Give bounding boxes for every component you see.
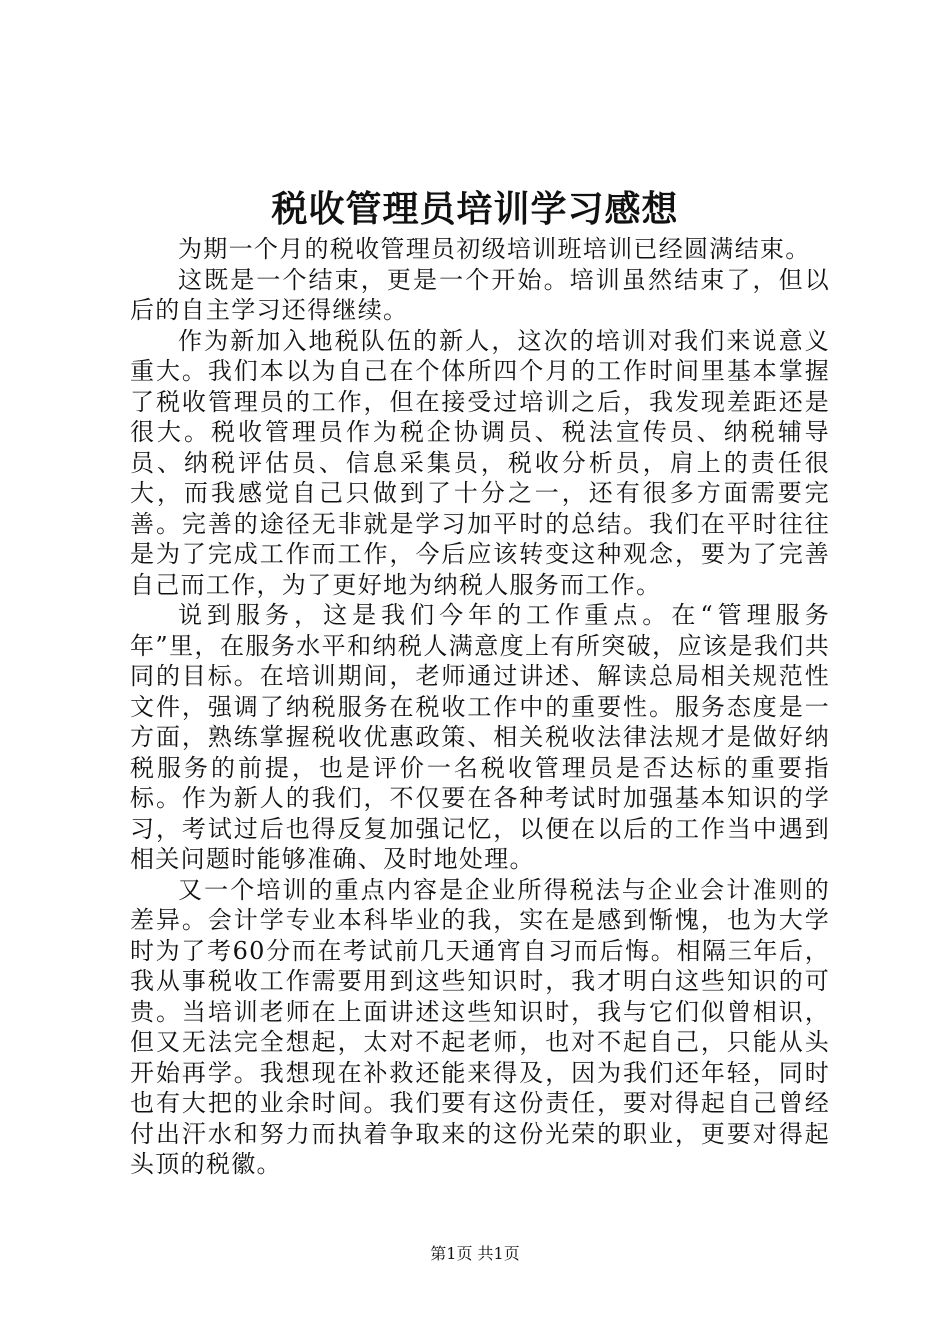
document-body: [130, 234, 830, 1180]
paragraph: 为期一个月的税收管理员初级培训班培训已经圆满结束。: [178, 235, 811, 263]
paragraph: 作为新加入地税队伍的新人，这次的培训对我们来说意义重大。我们本以为自己在个体所四个月的工作时间里基本掌握了税收管理员的工作，但在接受过培训之后，我发现差距还是很大。税收管理员作为税企协调员、税法宣传员、纳税辅导员、纳税评估员、信息采集员，税收分析员，肩上的责任很大，而我感觉自己只做到了十分之一，还有很多方面需要完善。完善的途径无非就是学习加平时的总结。我们在平时往往是为了完成工作而工作，今后应该转变这种观念，要为了完善自己而工作，为了更好地为纳税人服务而工作。: [130, 326, 830, 599]
page-title: 税收管理员培训学习感想: [271, 188, 679, 230]
paragraph: 又一个培训的重点内容是企业所得税法与企业会计准则的差异。会计学专业本科毕业的我，实在是感到惭愧，也为大学时为了考60分而在考试前几天通宵自习而后悔。相隔三年后，我从事税收工作需要用到这些知识时，我才明白这些知识的可贵。当培训老师在上面讲述这些知识时，我与它们似曾相识，但又无法完全想起，太对不起老师，也对不起自己，只能从头开始再学。我想现在补救还能来得及，因为我们还年轻，同时也有大把的业余时间。我们要有这份责任，要对得起自己曾经付出汗水和努力而执着争取来的这份光荣的职业，更要对得起头顶的税徽。: [130, 875, 830, 1178]
page-footer: 第1页 共1页: [430, 1244, 520, 1263]
paragraph: 说到服务，这是我们今年的工作重点。在“管理服务年”里，在服务水平和纳税人满意度上有所突破，应该是我们共同的目标。在培训期间，老师通过讲述、解读总局相关规范性文件，强调了纳税服务在税收工作中的重要性。服务态度是一方面，熟练掌握税收优惠政策、相关税收法律法规才是做好纳税服务的前提，也是评价一名税收管理员是否达标的重要指标。作为新人的我们，不仅要在各种考试时加强基本知识的学习，考试过后也得反复加强记忆，以便在以后的工作当中遇到相关问题时能够准确、及时地处理。: [130, 601, 830, 873]
paragraph: 这既是一个结束，更是一个开始。培训虽然结束了，但以后的自主学习还得继续。: [130, 265, 830, 324]
